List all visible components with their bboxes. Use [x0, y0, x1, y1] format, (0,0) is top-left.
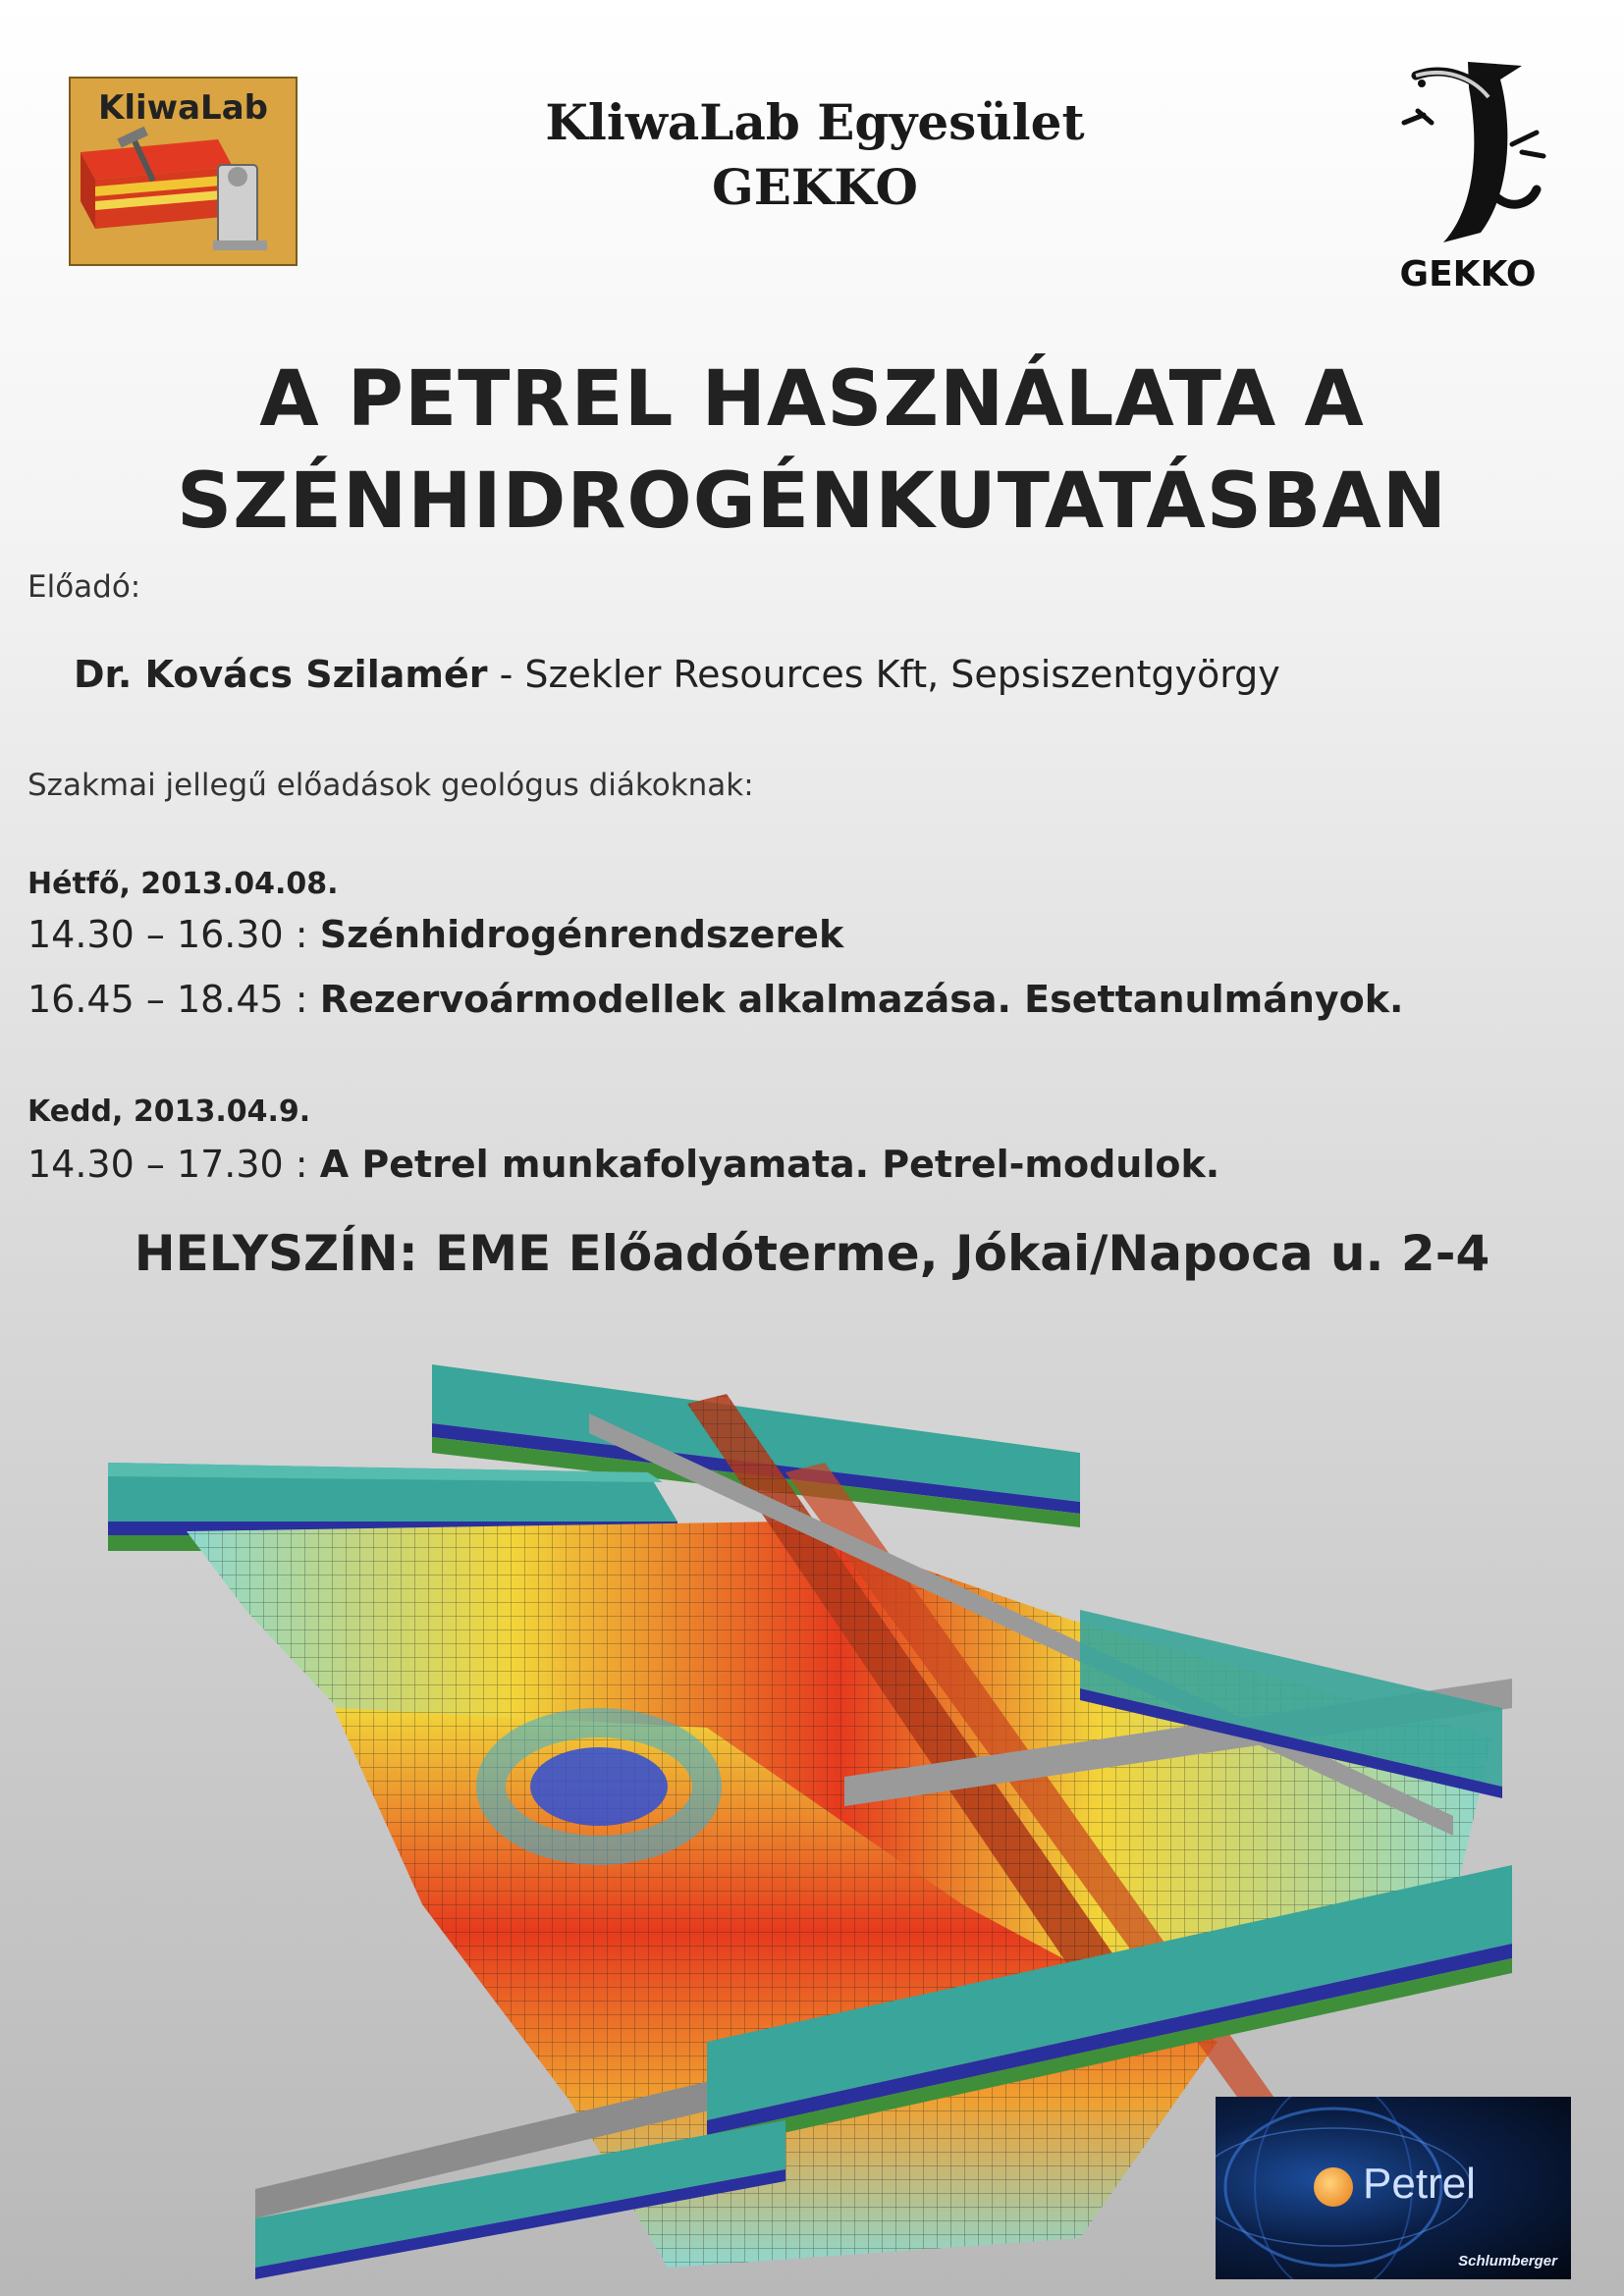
schedule-session: [27, 913, 843, 956]
schedule-session: [27, 1143, 1219, 1186]
speaker-line: [74, 653, 1280, 696]
schedule-day-date: Hétfő, 2013.04.08.: [27, 867, 339, 901]
organisation-subname: GEKKO: [712, 158, 918, 216]
petrel-orb-icon: [1314, 2167, 1353, 2207]
schedule-session: [27, 978, 1403, 1021]
session-topic: A Petrel munkafolyamata. Petrel-modulok.: [319, 1143, 1220, 1186]
gekko-lizard-icon: [1375, 54, 1561, 250]
main-title-line-2: SZÉNHIDROGÉNKUTATÁSBAN: [177, 457, 1447, 546]
session-time: 14.30 – 17.30 :: [27, 1143, 320, 1186]
main-title-line-1: A PETREL HASZNÁLATA A: [259, 355, 1365, 444]
speaker-name: Dr. Kovács Szilamér: [74, 653, 488, 696]
layered-block-microscope-icon: [71, 79, 298, 266]
session-topic: Szénhidrogénrendszerek: [319, 913, 844, 956]
kliwalab-logo: [69, 77, 298, 266]
schlumberger-wordmark: Schlumberger: [1458, 2253, 1557, 2269]
schedule-day-date: Kedd, 2013.04.9.: [27, 1095, 311, 1129]
speaker-affiliation: - Szekler Resources Kft, Sepsiszentgyörgy: [487, 653, 1280, 696]
kliwalab-logo-text: KliwaLab: [98, 88, 268, 128]
organisation-name: KliwaLab Egyesület: [545, 93, 1085, 151]
session-time: 16.45 – 18.45 :: [27, 978, 320, 1021]
organisation-title: [412, 90, 1218, 220]
venue: HELYSZÍN: EME Előadóterme, Jókai/Napoca u. 2-4: [134, 1225, 1490, 1282]
gekko-logo-text: GEKKO: [1399, 254, 1537, 294]
lectures-intro: Szakmai jellegű előadások geológus diákoknak:: [27, 768, 754, 803]
petrel-logo: [1216, 2097, 1571, 2279]
session-time: 14.30 – 16.30 :: [27, 913, 320, 956]
gekko-logo: [1375, 54, 1561, 294]
main-title: [0, 348, 1624, 553]
speaker-label: Előadó:: [27, 569, 141, 605]
petrel-wordmark: Petrel: [1363, 2160, 1476, 2208]
session-topic: Rezervoármodellek alkalmazása. Esettanulmányok.: [319, 978, 1404, 1021]
